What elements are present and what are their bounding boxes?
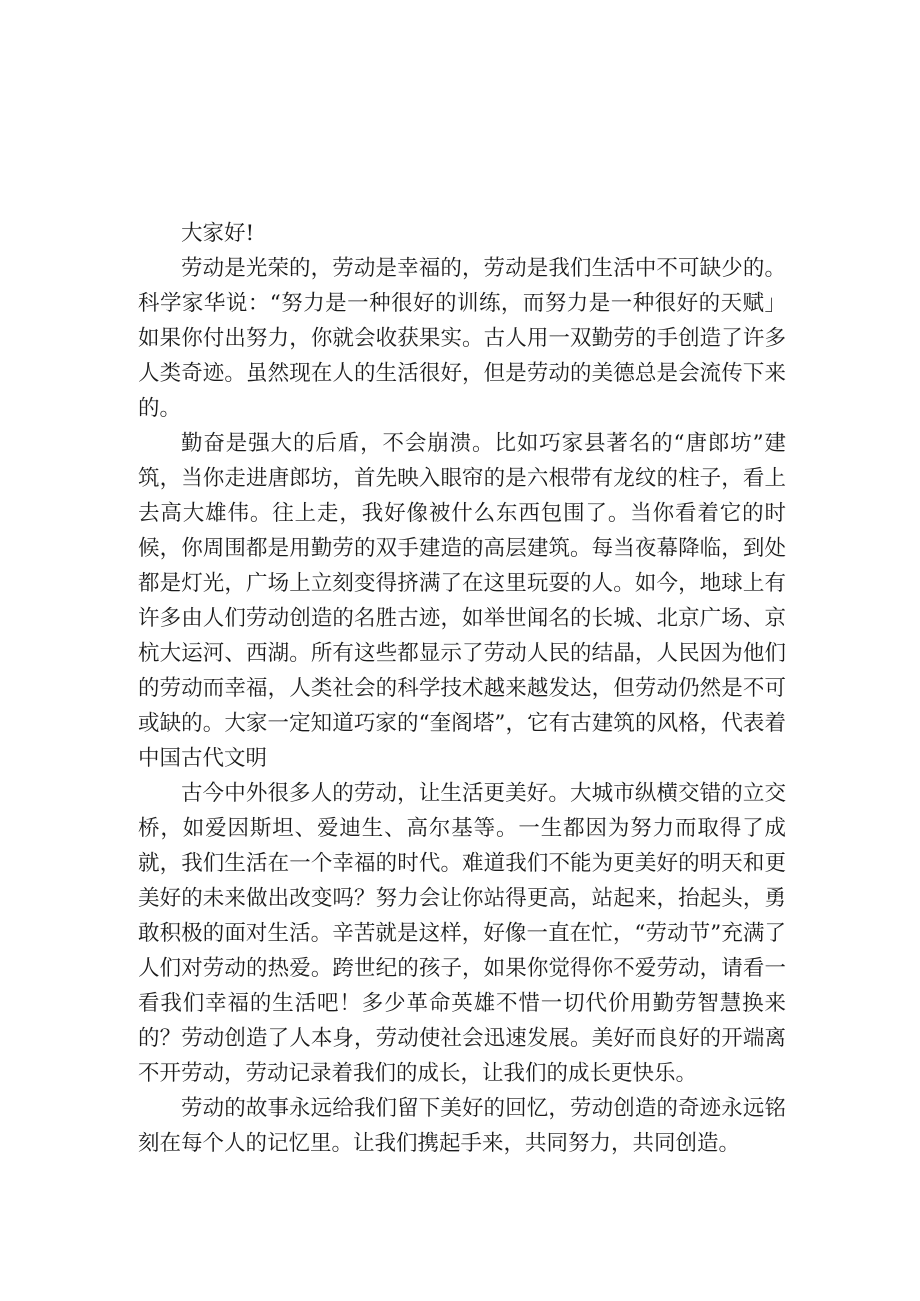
paragraph-diligence: 勤奋是强大的后盾，不会崩溃。比如巧家县著名的“唐郎坊”建筑，当你走进唐郎坊，首先映入眼帘的是六根带有龙纹的柱子，看上去高大雄伟。往上走，我好像被什么东西包围了。当你看着它的时候，你周围都是用勤劳的双手建造的高层建筑。每当夜幕降临，到处都是灯光，广场上立刻变得挤满了在这里玩耍的人。如今，地球上有许多由人们劳动创造的名胜古迹，如举世闻名的长城、北京广场、京杭大运河、西湖。所有这些都显示了劳动人民的结晶，人民因为他们的劳动而幸福，人类社会的科学技术越来越发达，但劳动仍然是不可或缺的。大家一定知道巧家的“奎阁塔”，它有古建筑的风格，代表着中国古代文明 (138, 431, 786, 771)
speech-body (138, 216, 786, 1161)
greeting-line: 大家好! (181, 221, 255, 246)
paragraph-conclusion: 劳动的故事永远给我们留下美好的回忆，劳动创造的奇迹永远铭刻在每个人的记忆里。让我们携起手来，共同努力，共同创造。 (138, 1096, 786, 1156)
paragraph-better-life: 古今中外很多人的劳动，让生活更美好。大城市纵横交错的立交桥，如爱因斯坦、爱迪生、高尔基等。一生都因为努力而取得了成就，我们生活在一个幸福的时代。难道我们不能为更美好的明天和更美好的未来做出改变吗？努力会让你站得更高，站起来，抬起头，勇敢积极的面对生活。辛苦就是这样，好像一直在忙，“劳动节”充满了人们对劳动的热爱。跨世纪的孩子，如果你觉得你不爱劳动，请看一看我们幸福的生活吧！多少革命英雄不惜一切代价用勤劳智慧换来的？劳动创造了人本身，劳动使社会迅速发展。美好而良好的开端离不开劳动，劳动记录着我们的成长，让我们的成长更快乐。 (138, 781, 786, 1086)
paragraph-labor-glory: 劳动是光荣的，劳动是幸福的，劳动是我们生活中不可缺少的。科学家华说：“努力是一种很好的训练，而努力是一种很好的天赋」如果你付出努力，你就会收获果实。古人用一双勤劳的手创造了许多人类奇迹。虽然现在人的生活很好，但是劳动的美德总是会流传下来的。 (138, 256, 786, 421)
